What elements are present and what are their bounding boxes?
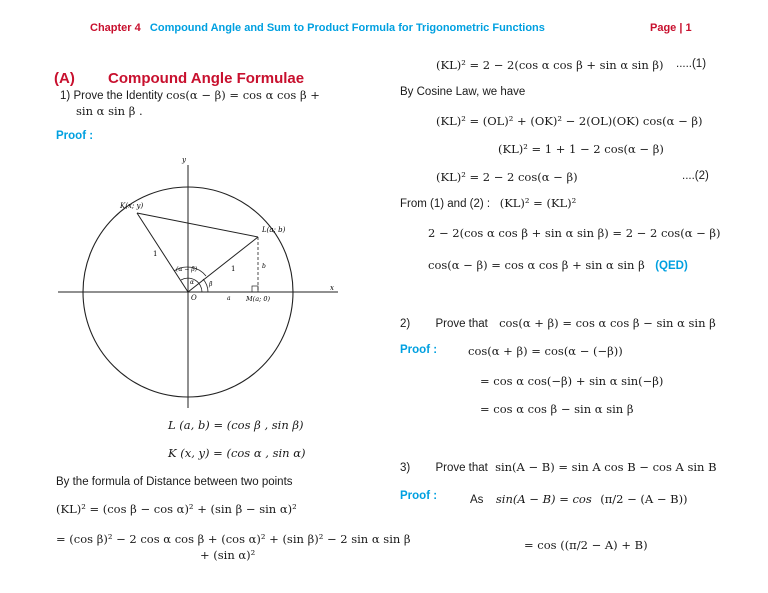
kl-squared: (KL)² = (cos β − cos α)² + (sin β − sin α)² — [56, 502, 297, 516]
item3-line-1-lhs: sin(A − B) = cos — [495, 492, 592, 506]
cosine-law-text: By Cosine Law, we have — [400, 86, 526, 98]
page-number: Page | 1 — [650, 22, 692, 34]
section-label: (A) — [54, 70, 75, 87]
item3-statement — [400, 460, 717, 474]
angle-diff-label: (α − β) — [176, 266, 198, 273]
item3-line-2: = cos ((π/2 − A) + B) — [524, 538, 648, 552]
item3-proof-label: Proof : — [400, 490, 438, 502]
item3-number: 3) — [400, 462, 411, 474]
y-axis-label: y — [182, 156, 186, 164]
item2-line-3: = cos α cos β − sin α sin β — [480, 402, 634, 416]
item3-identity: sin(A − B) = sin A cos B − cos A sin B — [495, 460, 717, 474]
item2-statement — [400, 316, 716, 330]
chapter-label: Chapter 4 — [90, 22, 141, 34]
page-header — [90, 22, 545, 34]
expansion-line-a: = (cos β)² − 2 cos α cos β + (cos α)² + (sin β)² − 2 sin α sin β — [56, 532, 411, 546]
item3-as-text: As — [470, 494, 484, 506]
segment-b-label: b — [262, 263, 266, 270]
item1-identity-b: sin α sin β . — [76, 104, 143, 118]
side-ol-label: 1 — [231, 265, 236, 273]
item1-text: Prove the Identity — [73, 90, 163, 102]
point-m-label: M(a; 0) — [246, 295, 270, 303]
angle-alpha-label: α — [190, 279, 195, 286]
expansion-line-b: + (sin α)² — [200, 548, 256, 562]
equation-4: cos(α − β) = cos α cos β + sin α sin β — [428, 258, 645, 272]
from-statement — [400, 196, 576, 210]
k-definition: K (x, y) = (cos α , sin α) — [168, 446, 306, 460]
angle-beta-label: β — [209, 281, 213, 288]
item1-number: 1) — [60, 90, 71, 102]
side-ok-label: 1 — [153, 250, 158, 258]
equation-4-row — [428, 256, 688, 274]
from-text: From (1) and (2) : — [400, 198, 491, 210]
equation-1-tag: .....(1) — [676, 58, 707, 70]
x-axis-label: x — [330, 284, 334, 292]
item2-line-2: = cos α cos(−β) + sin α sin(−β) — [480, 374, 664, 388]
l-definition: L (a, b) = (cos β , sin β) — [168, 418, 304, 432]
distance-text: By the formula of Distance between two points — [56, 476, 293, 488]
item1-proof-label: Proof : — [56, 130, 94, 142]
chapter-title: Compound Angle and Sum to Product Formula for Trigonometric Functions — [149, 22, 545, 34]
item1-statement — [60, 88, 320, 102]
item3-text: Prove that — [435, 462, 488, 474]
from-equation: (KL)² = (KL)² — [499, 196, 577, 210]
cosine-law-3: (KL)² = 2 − 2 cos(α − β) — [436, 170, 578, 184]
item2-line-1: cos(α + β) = cos(α − (−β)) — [468, 344, 623, 358]
item2-proof-label: Proof : — [400, 344, 438, 356]
item1-identity-a: cos(α − β) = cos α cos β + — [166, 88, 320, 102]
point-k-label: K(x; y) — [120, 202, 144, 210]
segment-a-label: a — [227, 295, 231, 302]
cosine-law-3-tag: ....(2) — [682, 170, 709, 182]
item3-line-1-row — [470, 490, 688, 508]
point-l-label: L(a; b) — [262, 226, 286, 234]
equation-3: 2 − 2(cos α cos β + sin α sin β) = 2 − 2 cos(α − β) — [428, 226, 721, 240]
equation-1: (KL)² = 2 − 2(cos α cos β + sin α sin β) — [436, 58, 664, 72]
origin-label: O — [191, 294, 197, 302]
item2-text: Prove that — [435, 318, 488, 330]
item3-line-1-rhs: (π/2 − (A − B)) — [600, 492, 688, 506]
qed-label: (QED) — [655, 260, 688, 272]
cosine-law-1: (KL)² = (OL)² + (OK)² − 2(OL)(OK) cos(α − β) — [436, 114, 703, 128]
cosine-law-2: (KL)² = 1 + 1 − 2 cos(α − β) — [498, 142, 664, 156]
section-title: Compound Angle Formulae — [108, 70, 305, 87]
unit-circle-diagram — [50, 150, 350, 410]
item2-identity: cos(α + β) = cos α cos β − sin α sin β — [499, 316, 716, 330]
item2-number: 2) — [400, 318, 411, 330]
